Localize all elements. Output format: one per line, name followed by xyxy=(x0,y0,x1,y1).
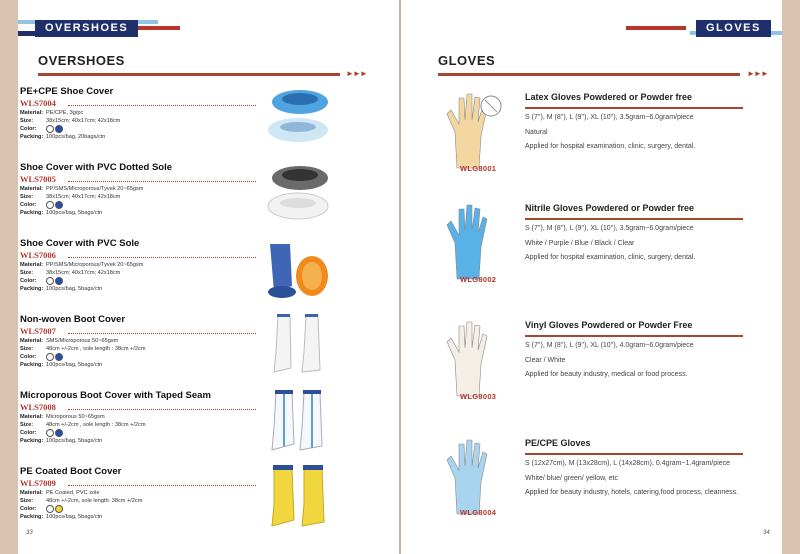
color-row xyxy=(20,277,64,285)
glove-code: WLG8001 xyxy=(460,164,497,173)
packing-label: Packing: xyxy=(20,514,44,520)
dotted-divider xyxy=(68,333,256,334)
color-row xyxy=(20,429,64,437)
glove-code: WLG8004 xyxy=(460,508,497,517)
color-swatch xyxy=(46,201,54,209)
material-value: PE/CPE, 3g/pc xyxy=(46,110,84,116)
glove-title-rule xyxy=(525,218,743,220)
glove-photo xyxy=(435,92,505,170)
gloves-arrows: ►►► xyxy=(747,69,768,78)
glove-title: Vinyl Gloves Powdered or Powder Free xyxy=(525,320,693,330)
glove-spec-size: S (7''), M (8''), L (9''), XL (10''), 3.5gram~6.0gram/piece xyxy=(525,114,694,121)
size-value: 48cm +/-2cm, sole length: 38cm +/2cm xyxy=(46,498,143,504)
glove-product xyxy=(425,438,760,548)
size-value: 38x15cm; 40x17cm; 42x18cm xyxy=(46,270,121,276)
product-code: WLS7004 xyxy=(20,98,56,108)
overshoe-product xyxy=(20,86,360,166)
size-label: Size: xyxy=(20,346,34,352)
glove-product xyxy=(425,203,760,313)
size-row xyxy=(20,194,120,200)
glove-title-rule xyxy=(525,453,743,455)
size-value: 38x15cm; 40x17cm; 42x18cm xyxy=(46,118,121,124)
material-row xyxy=(20,490,99,496)
packing-value: 100pcs/bag, 20bags/ctn xyxy=(46,134,106,140)
glove-spec-use: Applied for beauty industry, medical or food process. xyxy=(525,371,688,378)
color-swatch xyxy=(46,353,54,361)
material-value: Microporous 50~65gsm xyxy=(46,414,105,420)
glove-title: Latex Gloves Powdered or Powder free xyxy=(525,92,693,102)
page-number-right: 34 xyxy=(763,530,770,536)
overshoe-product xyxy=(20,466,360,546)
dotted-divider xyxy=(68,181,256,182)
size-label: Size: xyxy=(20,194,34,200)
product-photo xyxy=(260,236,340,304)
material-value: SMS/Microporous 50~65gsm xyxy=(46,338,119,344)
glove-photo xyxy=(435,438,505,516)
size-value: 38x15cm; 40x17cm; 42x18cm xyxy=(46,194,121,200)
glove-spec-size: S (7''), M (8''), L (9''), XL (10''), 4.0gram~6.0gram/piece xyxy=(525,342,694,349)
product-photo xyxy=(260,464,340,532)
packing-label: Packing: xyxy=(20,438,44,444)
packing-row xyxy=(20,134,105,140)
color-swatch xyxy=(46,429,54,437)
material-value: PP/SMS/Microporous/Tyvek 20~65gsm xyxy=(46,262,144,268)
glove-title-rule xyxy=(525,107,743,109)
material-label: Material: xyxy=(20,262,44,268)
product-code: WLS7005 xyxy=(20,174,56,184)
overshoe-product xyxy=(20,162,360,242)
product-title: PE Coated Boot Cover xyxy=(20,466,122,477)
material-value: PP/SMS/Microporous/Tyvek 20~65gsm xyxy=(46,186,144,192)
color-label: Color: xyxy=(20,354,37,361)
packing-row xyxy=(20,286,102,292)
material-row xyxy=(20,414,105,420)
header-band-red-right xyxy=(626,26,686,30)
packing-row xyxy=(20,514,102,520)
material-value: PE Coated, PVC sole xyxy=(46,490,100,496)
glove-code: WLG8003 xyxy=(460,392,497,401)
glove-product xyxy=(425,320,760,430)
product-title: PE+CPE Shoe Cover xyxy=(20,86,114,97)
color-swatch xyxy=(46,505,54,513)
product-code: WLS7009 xyxy=(20,478,56,488)
gloves-tab: GLOVES xyxy=(696,20,771,37)
page-gutter xyxy=(399,0,401,554)
color-label: Color: xyxy=(20,506,37,513)
glove-title-rule xyxy=(525,335,743,337)
color-swatch xyxy=(55,277,63,285)
size-row xyxy=(20,346,146,352)
packing-value: 100pcs/bag, 5bags/ctn xyxy=(46,210,103,216)
dotted-divider xyxy=(68,409,256,410)
color-label: Color: xyxy=(20,126,37,133)
overshoe-product xyxy=(20,314,360,394)
product-code: WLS7007 xyxy=(20,326,56,336)
glove-spec-color: White/ blue/ green/ yellow, etc xyxy=(525,475,618,482)
material-row xyxy=(20,338,118,344)
material-label: Material: xyxy=(20,338,44,344)
overshoes-heading: OVERSHOES xyxy=(38,53,125,68)
packing-label: Packing: xyxy=(20,286,44,292)
glove-product xyxy=(425,92,760,202)
page-number-left: 33 xyxy=(26,530,33,536)
color-row xyxy=(20,353,64,361)
packing-value: 100pcs/bag, 5bags/ctn xyxy=(46,438,103,444)
size-row xyxy=(20,422,146,428)
glove-spec-color: Clear / White xyxy=(525,357,566,364)
size-row xyxy=(20,498,142,504)
material-label: Material: xyxy=(20,186,44,192)
product-title: Non-woven Boot Cover xyxy=(20,314,126,325)
glove-photo xyxy=(435,320,505,398)
color-row xyxy=(20,505,64,513)
size-value: 48cm +/-2cm , sole length : 38cm +/2cm xyxy=(46,422,146,428)
color-swatch xyxy=(55,353,63,361)
color-row xyxy=(20,201,64,209)
glove-spec-use: Applied for beauty industry, hotels, catering,food process, cleanness. xyxy=(525,489,739,496)
dotted-divider xyxy=(68,257,256,258)
size-label: Size: xyxy=(20,270,34,276)
material-row xyxy=(20,262,143,268)
color-swatch xyxy=(55,505,63,513)
material-label: Material: xyxy=(20,414,44,420)
packing-label: Packing: xyxy=(20,362,44,368)
color-label: Color: xyxy=(20,430,37,437)
color-label: Color: xyxy=(20,202,37,209)
packing-row xyxy=(20,210,102,216)
packing-row xyxy=(20,362,102,368)
packing-row xyxy=(20,438,102,444)
size-label: Size: xyxy=(20,118,34,124)
product-photo xyxy=(260,84,340,152)
glove-code: WLG8002 xyxy=(460,275,497,284)
size-label: Size: xyxy=(20,422,34,428)
gloves-heading: GLOVES xyxy=(438,53,496,68)
size-value: 48cm +/-2cm , sole length : 38cm +/2cm xyxy=(46,346,146,352)
glove-photo xyxy=(435,203,505,281)
overshoes-tab: OVERSHOES xyxy=(35,20,138,37)
glove-spec-use: Applied for hospital examination, clinic, surgery, dental. xyxy=(525,254,696,261)
packing-label: Packing: xyxy=(20,210,44,216)
dotted-divider xyxy=(68,485,256,486)
product-code: WLS7006 xyxy=(20,250,56,260)
color-swatch xyxy=(55,125,63,133)
glove-spec-use: Applied for hospital examination, clinic, surgery, dental. xyxy=(525,143,696,150)
packing-label: Packing: xyxy=(20,134,44,140)
color-swatch xyxy=(55,201,63,209)
product-photo xyxy=(260,160,340,228)
color-swatch xyxy=(55,429,63,437)
material-label: Material: xyxy=(20,110,44,116)
color-label: Color: xyxy=(20,278,37,285)
material-row xyxy=(20,110,83,116)
size-row xyxy=(20,118,120,124)
product-code: WLS7008 xyxy=(20,402,56,412)
product-title: Shoe Cover with PVC Dotted Sole xyxy=(20,162,173,173)
overshoe-product xyxy=(20,238,360,318)
size-label: Size: xyxy=(20,498,34,504)
color-swatch xyxy=(46,277,54,285)
glove-title: PE/CPE Gloves xyxy=(525,438,591,448)
glove-spec-size: S (7''), M (8''), L (9''), XL (10''), 3.5gram~6.0gram/piece xyxy=(525,225,694,232)
product-photo xyxy=(260,312,340,380)
overshoes-heading-rule xyxy=(38,73,340,76)
packing-value: 100pcs/bag, 5bags/ctn xyxy=(46,514,103,520)
product-title: Shoe Cover with PVC Sole xyxy=(20,238,140,249)
color-row xyxy=(20,125,64,133)
overshoes-arrows: ►►► xyxy=(346,69,367,78)
overshoe-product xyxy=(20,390,360,470)
glove-spec-size: S (12x27cm), M (13x28cm), L (14x28cm), 0.4gram~1.4gram/piece xyxy=(525,460,730,467)
material-label: Material: xyxy=(20,490,44,496)
glove-spec-color: Natural xyxy=(525,129,548,136)
glove-spec-color: White / Purple / Blue / Black / Clear xyxy=(525,240,635,247)
dotted-divider xyxy=(68,105,256,106)
glove-title: Nitrile Gloves Powdered or Powder free xyxy=(525,203,695,213)
packing-value: 100pcs/bag, 5bags/ctn xyxy=(46,362,103,368)
product-title: Microporous Boot Cover with Taped Seam xyxy=(20,390,211,401)
gloves-heading-rule xyxy=(438,73,740,76)
material-row xyxy=(20,186,143,192)
size-row xyxy=(20,270,120,276)
product-photo xyxy=(260,388,340,456)
color-swatch xyxy=(46,125,54,133)
packing-value: 100pcs/bag, 5bags/ctn xyxy=(46,286,103,292)
